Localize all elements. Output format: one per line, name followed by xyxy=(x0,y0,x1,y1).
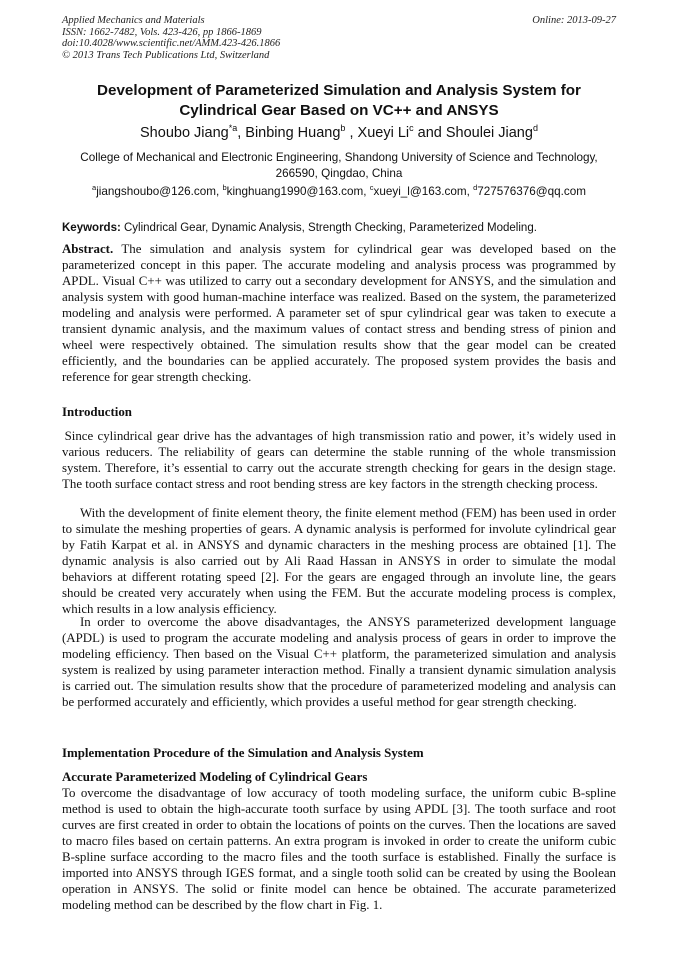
paper-title xyxy=(62,81,616,121)
abstract-text: The simulation and analysis system for cylindrical gear was developed based on the parameterized concept in this paper. The accurate modeling and analysis process was programmed by APDL. Visual C++ was utilized to carry out a secondary development for ANSYS, and the simulation and analysis system with good human-machine interface was realized. Based on the system, the parameterized modeling and analysis were performed. A parameter set of spur cylindrical gear was taken to execute a transient dynamic analysis, and the maximum values of contact stress and bending stress of pinion and wheel were respectively obtained. The simulation results show that the gear model can be created efficiently, and the boundaries can be applied accurately. The proposed system provides the basis and reference for gear strength checking. xyxy=(62,242,616,384)
keywords xyxy=(62,221,616,235)
copyright-line: © 2013 Trans Tech Publications Ltd, Switzerland xyxy=(62,49,270,61)
intro-paragraph-1-text: Since cylindrical gear drive has the advantages of high transmission ratio and power, it’s widely used in various reducers. The reliability of gears can determine the stable running of the whole transmission system. Therefore, it’s essential to carry out the accurate strength checking for gears in the design stage. The tooth surface contact stress and root bending stress are key factors in the strength checking process. xyxy=(62,429,616,491)
affiliation-line-1: College of Mechanical and Electronic Engineering, Shandong University of Science and Technology, xyxy=(80,151,598,164)
author-sup: c xyxy=(409,123,414,133)
author-sup: b xyxy=(340,123,346,133)
modeling-subheading: Accurate Parameterized Modeling of Cylindrical Gears xyxy=(62,770,368,784)
author-name: Xueyi Li xyxy=(357,125,410,141)
author-list: Shoubo Jiang$^{*a}$, Binbing Huang$^b$ , Xueyi Li$^c$ and Shoulei Jiang$^d$ xyxy=(140,123,538,141)
journal-name: Applied Mechanics and Materials xyxy=(62,15,205,26)
journal-header xyxy=(62,15,616,61)
intro-paragraph-1 xyxy=(62,428,616,492)
affiliation xyxy=(62,150,616,182)
keywords-text: Cylindrical Gear, Dynamic Analysis, Strength Checking, Parameterized Modeling. xyxy=(124,222,537,234)
email-link[interactable]: jiangshoubo@126.com xyxy=(96,185,216,198)
email-link[interactable]: kinghuang1990@163.com xyxy=(226,185,364,198)
email-link[interactable]: xueyi_l@163.com xyxy=(373,185,467,198)
title-line-2: Cylindrical Gear Based on VC++ and ANSYS xyxy=(179,102,499,119)
email-list: $^a$jiangshoubo@126.com, $^b$kinghuang1990@163.com, $^c$xueyi_l@163.com, $^d$727576376@qq.com xyxy=(92,183,586,198)
online-date: Online: 2013-09-27 xyxy=(532,15,616,26)
doi-line: doi:10.4028/www.scientific.net/AMM.423-426.1866 xyxy=(62,38,281,49)
email-sup: a xyxy=(92,183,97,192)
intro-paragraph-2: With the development of finite element theory, the finite element method (FEM) has been used in order to simulate the meshing properties of gears. A dynamic analysis is performed for involute cylindrical gear by Fatih Karpat et al. in ANSYS and dynamic characters in the meshing process are obtained [1]. The dynamic analysis is also carried out by Ali Raad Hassan in ANSYS in order to simulate the modal behaviors at different rotating speed [2]. For the gears are engaged through an involute line, the gears should be created very accurately when using the FEM. But the accurate modeling process is complex, which results in a low analysis efficiency. xyxy=(62,506,616,616)
issn-line: ISSN: 1662-7482, Vols. 423-426, pp 1866-1869 xyxy=(62,26,262,38)
author-name: Shoulei Jiang xyxy=(445,125,533,141)
email-sup: c xyxy=(369,183,374,192)
intro-paragraph-3: In order to overcome the above disadvantages, the ANSYS parameterized development language (APDL) is used to program the accurate modeling and analysis process of gears in order to improve the modeling efficiency. Then based on the Visual C++ platform, the parameterized simulation and analysis system is realized by using parameter interaction method. Finally a transient dynamic simulation analysis is carried out. The simulation results show that the procedure of parameterized modeling and analysis can be performed accurately and efficiently, which provides a useful method for gear strength checking. xyxy=(62,615,616,709)
keywords-label: Keywords: xyxy=(62,222,121,234)
introduction-heading: Introduction xyxy=(62,405,132,419)
abstract xyxy=(62,241,616,385)
author-name: Shoubo Jiang xyxy=(140,125,229,141)
email-sup: d xyxy=(473,183,478,192)
title-line-1: Development of Parameterized Simulation and Analysis System for xyxy=(97,82,581,99)
author-sup: d xyxy=(532,123,538,133)
email-sup: b xyxy=(222,183,227,192)
affiliation-line-2: 266590, Qingdao, China xyxy=(275,167,403,180)
author-name: Binbing Huang xyxy=(245,125,341,141)
abstract-label: Abstract. xyxy=(62,242,114,256)
author-sup: *a xyxy=(228,123,238,133)
implementation-paragraph-1: To overcome the disadvantage of low accuracy of tooth modeling surface, the uniform cubic B-spline method is used to obtain the high-accurate tooth surface by using APDL [3]. The tooth surface and root curves are first created in order to obtain the locations of points on the curves. Then the locations are saved to macro files based on certain patterns. An extra program is invoked in order to create the uniform cubic B-spline surface according to the macro files and the tooth surface is established. Finally the surface is imported into ANSYS through IGES format, and a single tooth solid can be created by using the Boolean operation in ANSYS. The solid or finite model can hence be obtained. The accurate parameterized modeling method can be described by the flow chart in Fig. 1. xyxy=(62,786,616,912)
email-link[interactable]: 727576376@qq.com xyxy=(477,185,586,198)
implementation-heading: Implementation Procedure of the Simulation and Analysis System xyxy=(62,746,424,760)
